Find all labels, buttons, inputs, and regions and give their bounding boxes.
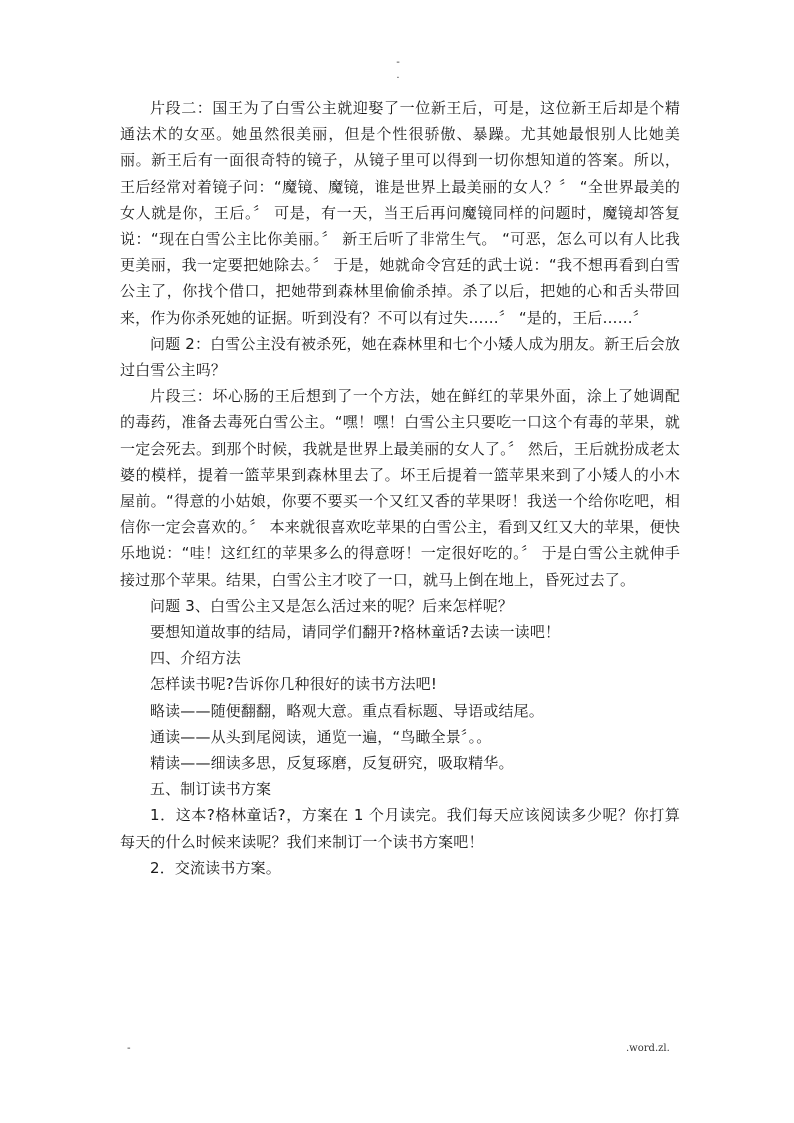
paragraph-invitation: 要想知道故事的结局，请同学们翻开?格林童话?去读一读吧！ [150,623,561,642]
paragraph-skim-reading: 略读——随便翻翻，略观大意。重点看标题、导语或结尾。 [150,701,544,720]
header-dash: - [396,57,400,68]
paragraph-methods-intro: 怎样读书呢?告诉你几种很好的读书方法吧! [150,675,437,694]
paragraph-question-three: 问题 3、白雪公主又是怎么活过来的呢？后来怎样呢？ [150,596,514,615]
section-heading-methods: 四、介绍方法 [150,649,241,668]
page-header-mark [392,56,404,82]
paragraph-question-two: 问题 2：白雪公主没有被杀死，她在森林里和七个小矮人成为朋友。新王后会放过白雪公主吗？ [120,334,680,380]
paragraph-close-reading: 精读——细读多思，反复琢磨，反复研究，吸取精华。 [150,754,514,773]
paragraph-excerpt-three: 片段三：坏心肠的王后想到了一个方法，她在鲜红的苹果外面，涂上了她调配的毒药，准备去毒死白雪公主。“嘿！嘿！白雪公主只要吃一口这个有毒的苹果，就一定会死去。到那个时候，我就是世界上最美丽的女人了。〞 然后，王后就扮成老太婆的模样，提着一篮苹果到森林里去了。坏王后提着一篮苹果来到了小矮人的小木屋前。“得意的小姑娘，你要不要买一个又红又香的苹果呀！我送一个给你吃吧，相信你一定会喜欢的。〞 本来就很喜欢吃苹果的白雪公主，看到又红又大的苹果，便快乐地说：“哇！这红红的苹果多么的得意呀！一定很好吃的。〞 于是白雪公主就伸手接过那个苹果。结果，白雪公主才咬了一口，就马上倒在地上，昏死过去了。 [120,387,680,589]
header-dot: . [396,70,400,81]
footer-right-mark: .word.zl. [626,1043,670,1054]
section-heading-plan: 五、制订读书方案 [150,780,272,799]
paragraph-plan-item-1: 1．这本?格林童话?，方案在 1 个月读完。我们每天应该阅读多少呢？你打算每天的什么时候来读呢？我们来制订一个读书方案吧！ [120,806,680,851]
footer-left-mark: - [127,1043,131,1054]
paragraph-full-reading: 通读——从头到尾阅读，通览一遍，“鸟瞰全景〞。。 [150,727,492,746]
document-body [120,95,680,881]
paragraph-plan-item-2: 2．交流读书方案。 [150,858,281,877]
paragraph-excerpt-two: 片段二：国王为了白雪公主就迎娶了一位新王后，可是，这位新王后却是个精通法术的女巫。她虽然很美丽，但是个性很骄傲、暴躁。尤其她最恨别人比她美丽。新王后有一面很奇特的镜子，从镜子里可以得到一切你想知道的答案。所以，王后经常对着镜子问：“魔镜、魔镜，谁是世界上最美丽的女人？〞 “全世界最美的女人就是你，王后。〞 可是，有一天，当王后再问魔镜同样的问题时，魔镜却答复说：“现在白雪公主比你美丽。〞 新王后听了非常生气。 “可恶，怎么可以有人比我更美丽，我一定要把她除去。〞 于是，她就命令宫廷的武士说：“我不想再看到白雪公主了，你找个借口，把她带到森林里偷偷杀掉。杀了以后，把她的心和舌头带回来，作为你杀死她的证据。听到没有？不可以有过失……〞 “是的，王后……〞 [120,99,680,327]
